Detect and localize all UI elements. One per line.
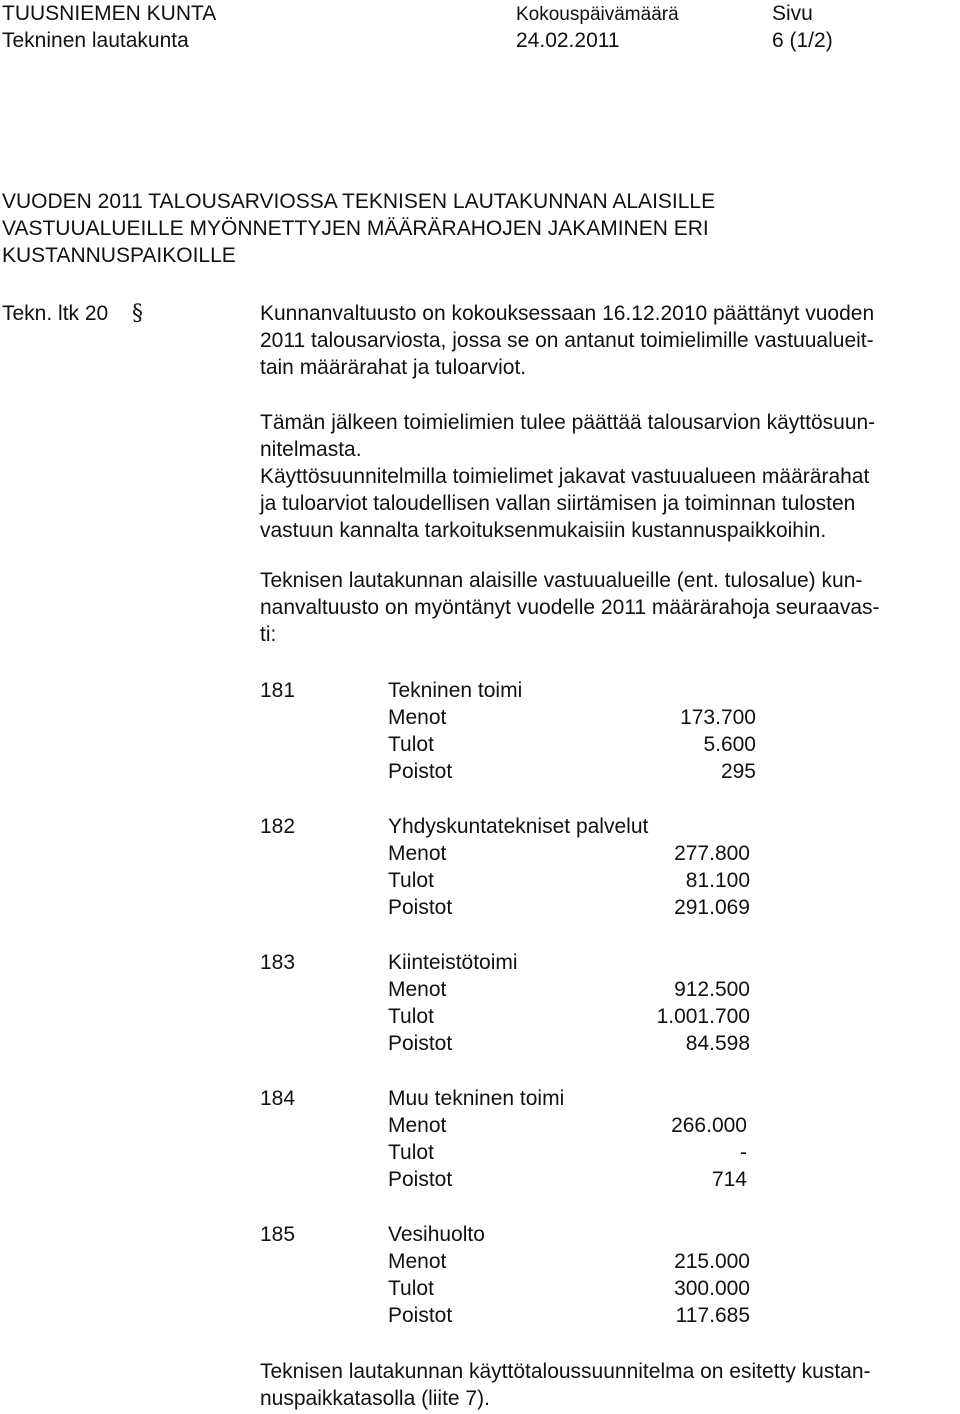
cost-center-code: 184: [260, 1087, 296, 1110]
cost-center-name: Kiinteistötoimi: [388, 951, 518, 974]
line-value: 84.598: [685, 1032, 750, 1055]
paragraph-2: [260, 409, 960, 544]
document-title: [2, 188, 882, 269]
budget-item-183: [260, 949, 750, 1057]
line-label: Tulot: [388, 869, 434, 892]
line-value: 295: [720, 760, 756, 783]
paragraph-line: nuspaikkatasolla (liite 7).: [260, 1387, 490, 1410]
cost-center-name: Tekninen toimi: [388, 679, 523, 702]
line-label: Poistot: [388, 1304, 453, 1327]
line-value: 5.600: [703, 733, 756, 756]
line-value: -: [740, 1141, 747, 1164]
paragraph-line: vastuun kannalta tarkoituksenmukaisiin kustannuspaikkoihin.: [260, 519, 827, 542]
budget-item-181: [260, 677, 756, 785]
line-label: Menot: [388, 978, 447, 1001]
line-value: 714: [711, 1168, 747, 1191]
cost-center-code: 181: [260, 679, 296, 702]
line-value: 291.069: [674, 896, 750, 919]
line-value: 117.685: [675, 1304, 750, 1327]
line-value: 266.000: [671, 1114, 747, 1137]
line-value: 215.000: [674, 1250, 750, 1273]
paragraph-3: [260, 567, 960, 648]
paragraph-line: Teknisen lautakunnan käyttötaloussuunnitelma on esitetty kustan-: [260, 1360, 871, 1383]
line-label: Tulot: [388, 1277, 434, 1300]
line-label: Menot: [388, 842, 447, 865]
page-label: Sivu: [772, 2, 813, 25]
line-label: Poistot: [388, 760, 453, 783]
page-number: 6 (1/2): [772, 29, 833, 52]
paragraph-line: Kunnanvaltuusto on kokouksessaan 16.12.2010 päättänyt vuoden: [260, 302, 875, 325]
section-reference: Tekn. ltk 20: [2, 302, 109, 325]
paragraph-line: nanvaltuusto on myöntänyt vuodelle 2011 määrärahoja seuraavas-: [260, 596, 880, 619]
board-name: Tekninen lautakunta: [2, 29, 189, 52]
line-label: Poistot: [388, 1168, 453, 1191]
municipality-name: TUUSNIEMEN KUNTA: [2, 2, 217, 25]
line-label: Poistot: [388, 1032, 453, 1055]
line-label: Tulot: [388, 1141, 434, 1164]
line-label: Poistot: [388, 896, 453, 919]
line-value: 300.000: [674, 1277, 750, 1300]
date-label: Kokouspäivämäärä: [516, 4, 679, 25]
line-value: 912.500: [674, 978, 750, 1001]
paragraph-line: nitelmasta.: [260, 438, 362, 461]
title-line: KUSTANNUSPAIKOILLE: [2, 244, 236, 267]
title-line: VUODEN 2011 TALOUSARVIOSSA TEKNISEN LAUTAKUNNAN ALAISILLE: [2, 190, 716, 213]
cost-center-name: Yhdyskuntatekniset palvelut: [388, 815, 649, 838]
cost-center-name: Muu tekninen toimi: [388, 1087, 565, 1110]
paragraph-line: Tämän jälkeen toimielimien tulee päättää talousarvion käyttösuun-: [260, 411, 876, 434]
line-label: Tulot: [388, 1005, 434, 1028]
line-label: Menot: [388, 706, 447, 729]
paragraph-line: Käyttösuunnitelmilla toimielimet jakavat vastuualueen määrärahat: [260, 465, 870, 488]
closing-paragraph: [260, 1358, 960, 1412]
paragraph-line: tain määrärahat ja tuloarviot.: [260, 356, 527, 379]
paragraph-line: Teknisen lautakunnan alaisille vastuualueille (ent. tulosalue) kun-: [260, 569, 863, 592]
title-line: VASTUUALUEILLE MYÖNNETTYJEN MÄÄRÄRAHOJEN JAKAMINEN ERI: [2, 217, 709, 240]
line-value: 277.800: [674, 842, 750, 865]
meeting-date: 24.02.2011: [516, 29, 620, 52]
line-label: Menot: [388, 1114, 447, 1137]
line-label: Menot: [388, 1250, 447, 1273]
line-value: 1.001.700: [656, 1005, 750, 1028]
line-value: 173.700: [680, 706, 756, 729]
cost-center-code: 183: [260, 951, 296, 974]
paragraph-line: 2011 talousarviosta, jossa se on antanut toimielimille vastuualueit-: [260, 329, 874, 352]
section-symbol: §: [132, 301, 143, 326]
paragraph-1: [260, 300, 960, 381]
budget-item-185: [260, 1221, 750, 1329]
line-value: 81.100: [685, 869, 750, 892]
paragraph-line: ja tuloarviot taloudellisen vallan siirtämisen ja toiminnan tulosten: [260, 492, 856, 515]
budget-item-182: [260, 813, 750, 921]
cost-center-code: 182: [260, 815, 296, 838]
cost-center-code: 185: [260, 1223, 296, 1246]
cost-center-name: Vesihuolto: [388, 1223, 485, 1246]
line-label: Tulot: [388, 733, 434, 756]
paragraph-line: ti:: [260, 623, 277, 646]
budget-item-184: [260, 1085, 747, 1193]
